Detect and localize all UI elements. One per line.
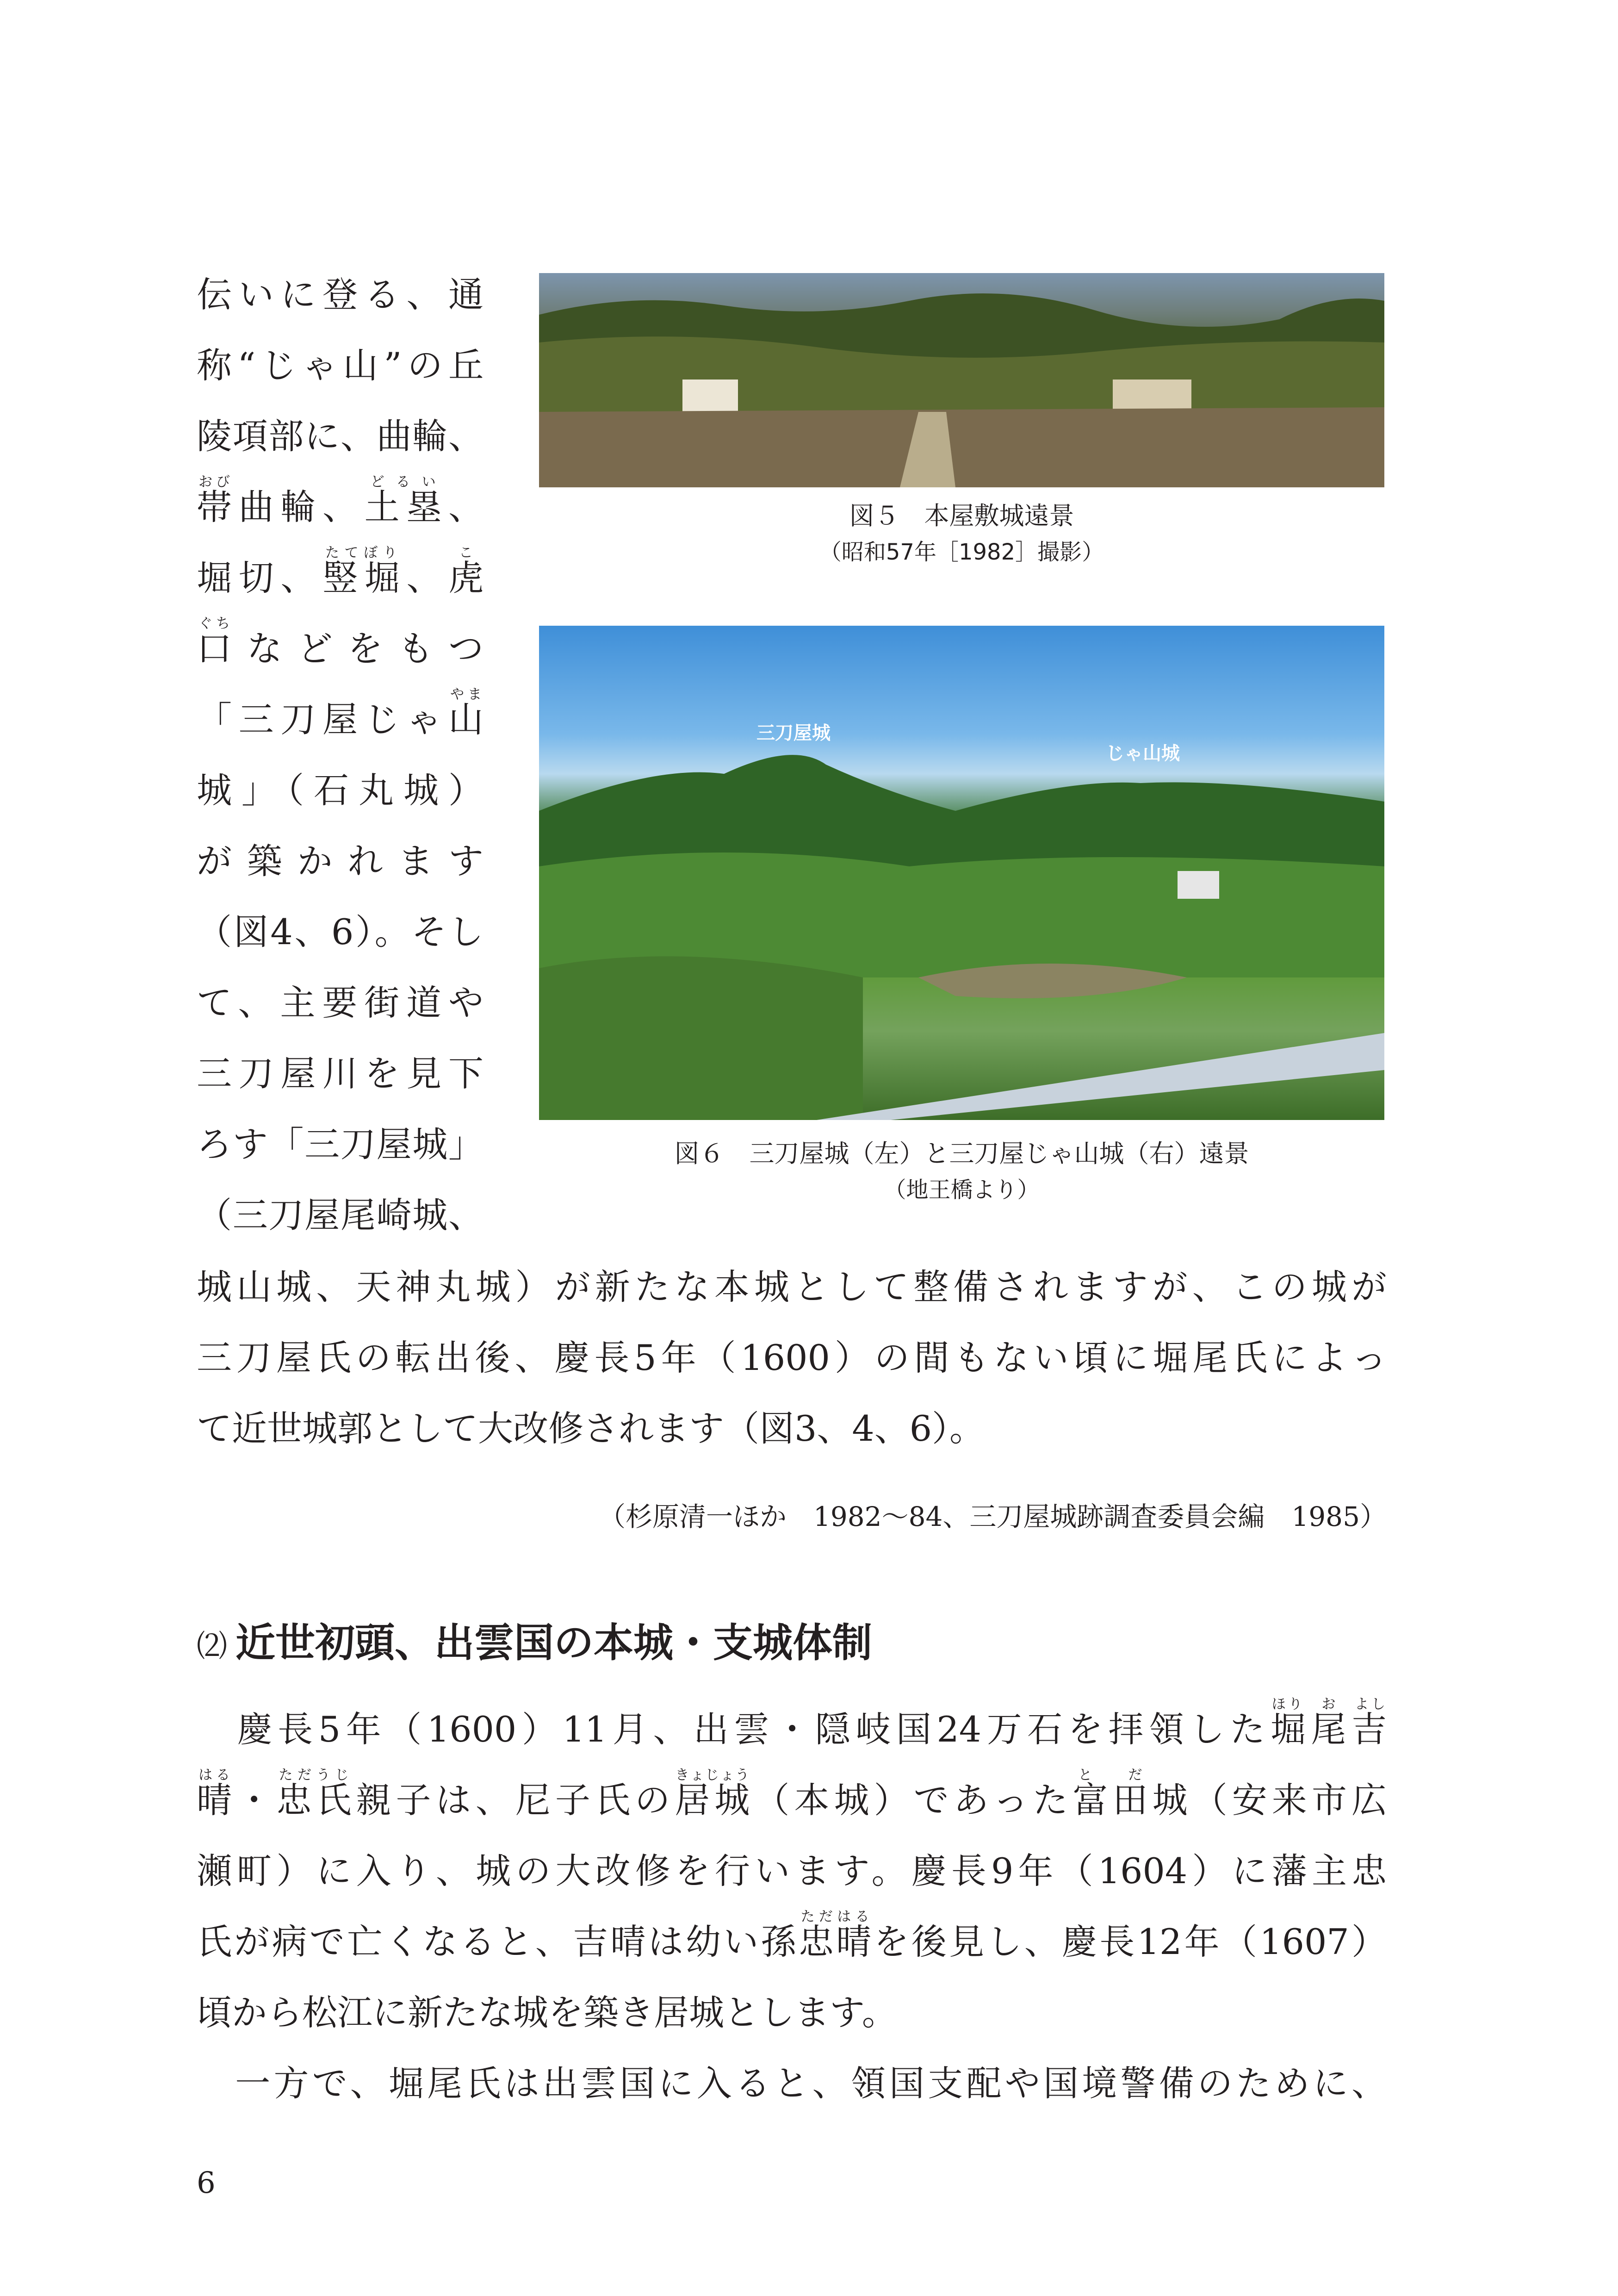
figure-6-caption: 図６ 三刀屋城（左）と三刀屋じゃ山城（右）遠景 [674,1139,1249,1168]
narrow-text-line: 称“じゃ山”の丘 [197,345,484,386]
narrow-text-line: 口ぐちなどをもつ [197,616,484,669]
body-line: 三刀屋氏の転出後、慶長5年（1600）の間もない頃に堀尾氏によっ [197,1337,1387,1378]
figure-6-label-right: じゃ山城 [1106,743,1180,764]
body-line: 瀬町）に入り、城の大改修を行います。慶長9年（1604）に藩主忠 [197,1850,1387,1892]
ruby-word: 山やま [448,686,484,740]
figure-5-landscape [539,273,1384,487]
body-line: 城山城、天神丸城）が新たな本城として整備されますが、この城が [197,1266,1387,1307]
narrow-text-line: 城」（石丸城） [197,770,484,811]
section-number: ⑵ [197,1628,227,1664]
body-line: 晴はる・忠氏ただうじ親子は、尼子氏の居城きょじょう（本城）であった富田と だ城（安来市広 [197,1767,1387,1821]
narrow-text-line: 帯おび曲輪、土塁どるい、 [197,474,484,528]
narrow-text-line: 「三刀屋じゃ山やま [197,686,484,740]
figure-5-photo [539,273,1384,487]
page-number: 6 [197,2166,216,2200]
figure-6-subcaption: （地王橋より） [884,1177,1040,1203]
body-line: て近世城郭として大改修されます（図3、4、6）。 [197,1408,985,1449]
figure-5-subcaption: （昭和57年［1982］撮影） [819,539,1104,565]
citation: （杉原清一ほか 1982〜84、三刀屋城跡調査委員会編 1985） [598,1501,1387,1532]
ruby-word: 堀尾吉ほり お よし [1270,1696,1387,1750]
ruby-word: 虎こ [448,545,484,598]
narrow-text-line: 陵項部に、曲輪、 [197,416,484,457]
narrow-text-line: 伝いに登る、通 [197,274,484,315]
body-line: 一方で、堀尾氏は出雲国に入ると、領国支配や国境警備のために、 [197,2063,1387,2104]
ruby-word: 忠氏ただうじ [276,1767,356,1821]
ruby-word: 竪堀たてぼり [322,545,407,598]
ruby-word: 帯おび [197,474,239,528]
narrow-text-line: （三刀屋尾崎城、 [197,1195,484,1236]
ruby-word: 忠晴ただはる [798,1909,874,1962]
figure-5-caption: 図５ 本屋敷城遠景 [849,501,1074,530]
body-line: 慶長5年（1600）11月、出雲・隠岐国24万石を拝領した堀尾吉ほり お よし [197,1696,1387,1750]
narrow-text-line: て、主要街道や [197,982,484,1023]
narrow-text-column [197,259,484,1251]
narrow-text-line: 三刀屋川を見下 [197,1053,484,1094]
ruby-word: 居城きょじょう [675,1767,755,1821]
narrow-text-line: ろす「三刀屋城」 [197,1124,484,1165]
section-heading [197,1611,872,1668]
ruby-word: 富田と だ [1072,1767,1153,1821]
narrow-text-line: （図4、6）。そし [197,911,484,952]
body-line: 氏が病で亡くなると、吉晴は幼い孫忠晴ただはるを後見し、慶長12年（1607） [197,1909,1387,1962]
narrow-text-line: 堀切、竪堀たてぼり、虎こ [197,545,484,598]
figure-6-landscape [539,626,1384,1120]
narrow-text-line: が築かれます [197,840,484,882]
ruby-word: 土塁どるい [364,474,449,528]
ruby-word: 口ぐち [197,616,247,669]
figure-6-photo [539,626,1384,1120]
body-line: 頃から松江に新たな城を築き居城とします。 [197,1992,897,2033]
ruby-word: 晴はる [197,1767,237,1821]
section-title: 近世初頭、出雲国の本城・支城体制 [236,1620,872,1666]
figure-6-label-left: 三刀屋城 [756,722,831,744]
